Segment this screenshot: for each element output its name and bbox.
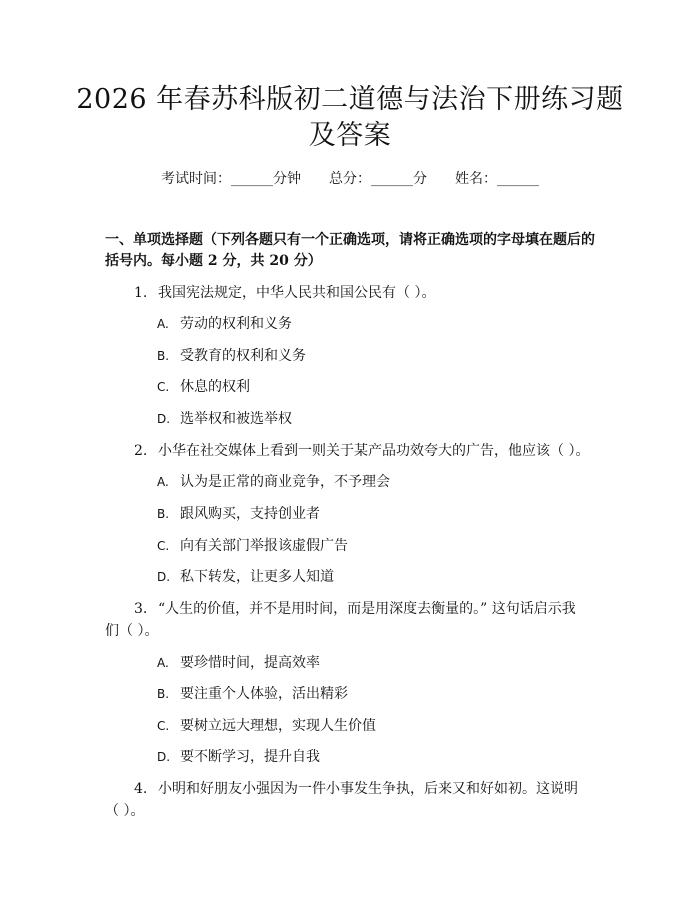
option-letter: D. bbox=[157, 570, 171, 584]
exam-time-field: 考试时间：______分钟 bbox=[161, 171, 301, 187]
option-letter: A. bbox=[157, 317, 169, 331]
option-letter: A. bbox=[157, 656, 169, 670]
option-letter: C. bbox=[157, 719, 170, 733]
option-text: 向有关部门举报该虚假广告 bbox=[180, 538, 348, 554]
option-letter: C. bbox=[157, 539, 170, 553]
total-score-field: 总分：______分 bbox=[329, 171, 427, 187]
section-heading-continued: 括号内。每小题 2 分，共 20 分） bbox=[105, 253, 322, 269]
question-4-continued: （ ）。 bbox=[105, 803, 145, 819]
option-text: 休息的权利 bbox=[180, 379, 250, 395]
question-text: 小明和好朋友小强因为一件小事发生争执，后来又和好如初。这说明 bbox=[158, 781, 578, 797]
option-text: 受教育的权利和义务 bbox=[180, 348, 306, 364]
page-title: 2026 年春苏科版初二道德与法治下册练习题 bbox=[76, 84, 624, 115]
option-letter: C. bbox=[157, 380, 170, 394]
question-4 bbox=[134, 778, 578, 800]
question-1-option-d bbox=[157, 408, 292, 430]
question-text: “人生的价值，并不是用时间，而是用深度去衡量的。” 这句话启示我 bbox=[158, 601, 576, 617]
option-text: 要注重个人体验，活出精彩 bbox=[180, 686, 348, 702]
exam-info bbox=[0, 169, 700, 189]
section-heading: 一、单项选择题（下列各题只有一个正确选项，请将正确选项的字母填在题后的 bbox=[105, 232, 595, 248]
option-letter: B. bbox=[157, 687, 170, 701]
page-title-continued: 及答案 bbox=[308, 120, 392, 151]
option-text: 劳动的权利和义务 bbox=[180, 316, 292, 332]
question-3 bbox=[134, 598, 576, 620]
question-text: 我国宪法规定，中华人民共和国公民有（ ）。 bbox=[158, 285, 436, 301]
question-number: 3. bbox=[134, 601, 148, 617]
option-letter: D. bbox=[157, 412, 171, 426]
question-2-option-d bbox=[157, 566, 334, 588]
option-letter: B. bbox=[157, 507, 170, 521]
question-3-option-d bbox=[157, 746, 320, 768]
option-letter: B. bbox=[157, 349, 170, 363]
option-text: 要珍惜时间，提高效率 bbox=[180, 655, 320, 671]
question-2-option-c bbox=[157, 535, 348, 557]
option-text: 私下转发，让更多人知道 bbox=[180, 569, 334, 585]
question-text: 小华在社交媒体上看到一则关于某产品功效夸大的广告，他应该（ ）。 bbox=[158, 443, 590, 459]
question-1-option-a bbox=[157, 313, 292, 335]
option-letter: D. bbox=[157, 750, 171, 764]
option-text: 要不断学习，提升自我 bbox=[180, 749, 320, 765]
option-text: 要树立远大理想，实现人生价值 bbox=[180, 718, 376, 734]
question-1-option-b bbox=[157, 345, 306, 367]
question-1 bbox=[134, 282, 435, 304]
question-number: 4. bbox=[134, 781, 148, 797]
question-2-option-a bbox=[157, 471, 390, 493]
option-letter: A. bbox=[157, 475, 169, 489]
option-text: 选举权和被选举权 bbox=[180, 411, 292, 427]
question-number: 2. bbox=[134, 443, 148, 459]
option-text: 跟风购买，支持创业者 bbox=[180, 506, 320, 522]
question-2-option-b bbox=[157, 503, 320, 525]
student-name-field: 姓名：______ bbox=[455, 171, 539, 187]
question-3-continued: 们（ ）。 bbox=[105, 623, 159, 639]
question-3-option-c bbox=[157, 715, 376, 737]
question-2 bbox=[134, 440, 589, 462]
question-3-option-b bbox=[157, 683, 348, 705]
question-1-option-c bbox=[157, 376, 250, 398]
question-number: 1. bbox=[134, 285, 148, 301]
question-3-option-a bbox=[157, 652, 320, 674]
option-text: 认为是正常的商业竞争，不予理会 bbox=[180, 474, 390, 490]
